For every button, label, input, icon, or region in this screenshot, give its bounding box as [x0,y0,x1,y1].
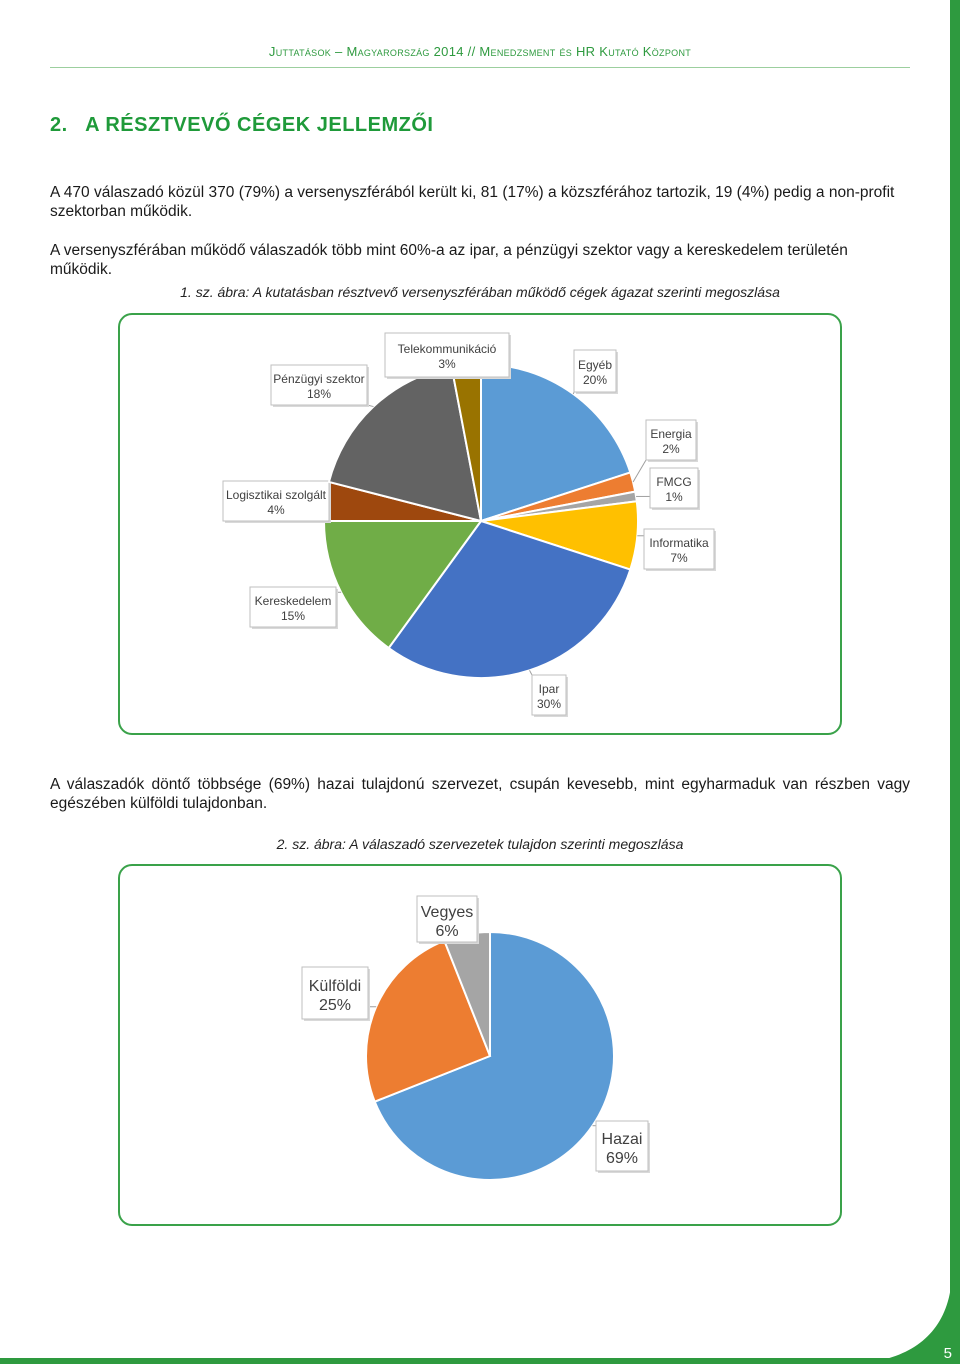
data-label-kereskedelem [250,587,341,629]
data-label-telekommunikacio [385,333,511,379]
slice-label: Egyéb [577,358,613,372]
data-label-ipar [530,670,568,717]
figure1-caption: 1. sz. ábra: A kutatásban résztvevő versenyszférában működő cégek ágazat szerinti megoszlása [180,284,780,300]
slice-label: Telekommunikáció [397,342,497,356]
paragraph-respondents: A 470 válaszadó közül 370 (79%) a versenyszférából került ki, 81 (17%) a közszférához tartozik, 19 (4%) pedig a non-profit szektorban működik. [50,184,895,220]
data-label-kulfoldi [302,967,376,1021]
leader-line [530,670,532,675]
green-bottom-strip [0,1358,960,1364]
industry-pie-chart [120,315,840,733]
data-label-penzugyi-szektor [271,365,374,407]
slice-value: 7% [670,551,688,565]
slice-value: 2% [662,442,680,456]
section-title: 2. A RÉSZTVEVŐ CÉGEK JELLEMZŐI [50,114,434,136]
running-header: Juttatások – Magyarország 2014 // Menedzsment és HR Kutató Központ [268,44,692,59]
slice-label: Pénzügyi szektor [273,372,365,386]
figure2-caption: 2. sz. ábra: A válaszadó szervezetek tulajdon szerinti megoszlása [276,836,684,852]
slice-value: 30% [536,697,562,711]
data-label-vegyes [417,896,479,944]
data-label-fmcg [636,468,700,510]
green-page-border [942,0,960,1364]
slice-value: 3% [438,357,456,371]
slice-label: Kereskedelem [254,594,332,608]
slice-label: Ipar [538,682,560,696]
data-label-informatika [637,529,716,571]
page-number: 5 [943,1345,952,1362]
slice-value: 69% [605,1150,639,1167]
slice-label: Hazai [601,1131,643,1148]
slice-label: Informatika [649,536,709,550]
slice-label: Logisztikai szolgált [225,488,327,502]
slice-label: FMCG [656,475,692,489]
header-divider [50,67,910,68]
data-label-logisztikai-szolgalt [223,481,331,523]
slice-label: Vegyes [420,904,474,921]
slice-value: 4% [267,503,285,517]
paragraph-ownership: A válaszadók döntő többsége (69%) hazai tulajdonú szervezet, csupán kevesebb, mint egyharmaduk van részben vagy egészében külföldi tulajdonban. [50,776,910,812]
ownership-pie-chart [120,866,840,1224]
slice-value: 20% [582,373,608,387]
slice-value: 6% [435,923,459,940]
slice-value: 15% [280,609,306,623]
slice-value: 18% [306,387,332,401]
leader-line [633,460,646,482]
slice-value: 1% [665,490,683,504]
slice-value: 25% [318,997,352,1014]
slice-label: Energia [650,427,692,441]
paragraph-industries: A versenyszférában működő válaszadók több mint 60%-a az ipar, a pénzügyi szektor vagy a kereskedelem területén működik. [50,242,848,278]
data-label-hazai [593,1121,650,1173]
data-label-egyeb [573,350,618,394]
slice-label: Külföldi [308,978,362,995]
